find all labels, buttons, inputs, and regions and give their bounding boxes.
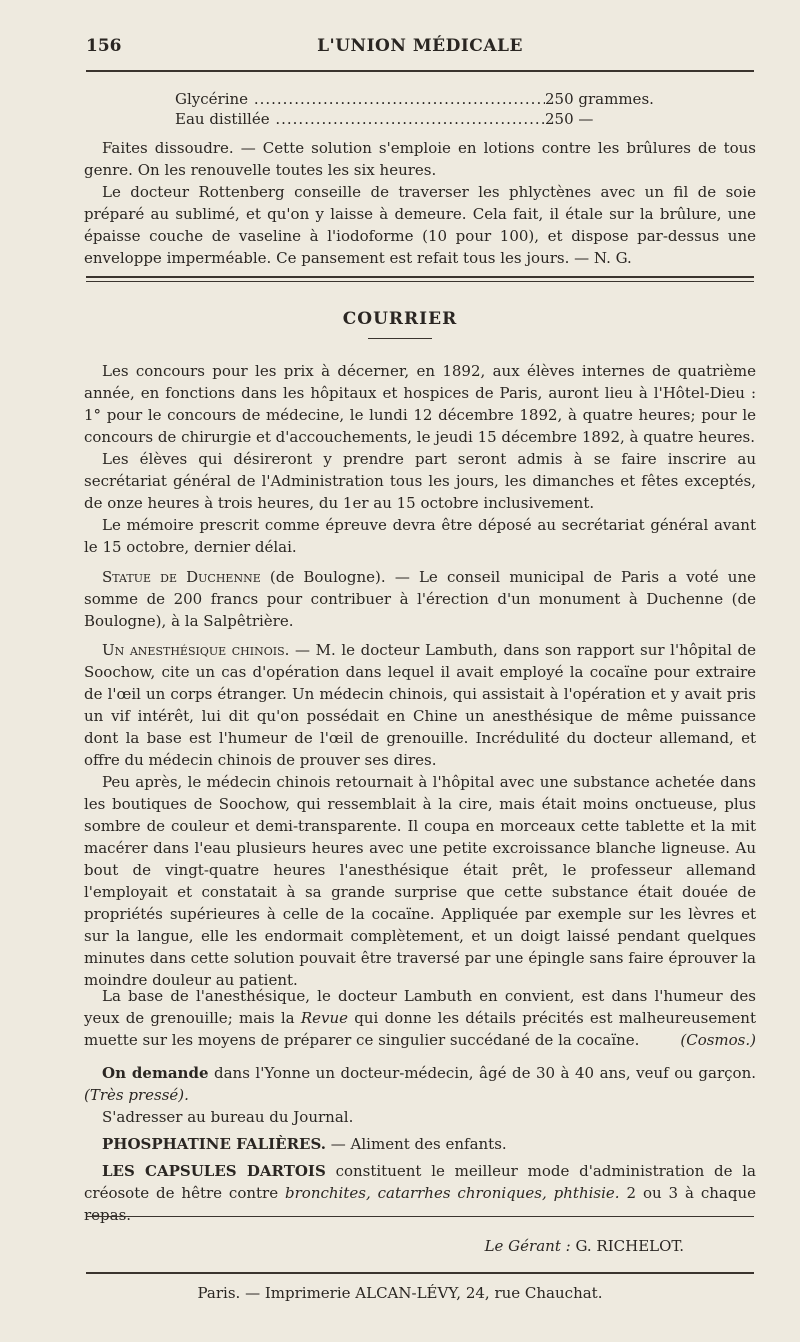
- section-rule-top: [86, 276, 754, 278]
- gerant-signature: [485, 1237, 684, 1255]
- heading-underline: [368, 338, 432, 339]
- courrier-paragraph-3: Le mémoire prescrit comme épreuve devra être déposé au secrétariat général avant le 15 octobre, dernier délai.: [84, 516, 756, 556]
- phosphatine-text: — Aliment des enfants.: [330, 1135, 507, 1153]
- statue-text: (de Boulogne). — Le conseil municipal de Paris a voté une somme de 200 francs pour contribuer à l'érection d'un monument à Duchenne (de Boulogne), à la Salpêtrière.: [84, 568, 756, 630]
- page-number: 156: [86, 36, 122, 56]
- anesthetic-text-b: qui donne les détails précités est malheureusement muette sur les moyens de préparer ce singulier succédané de la cocaïne.: [84, 1009, 756, 1049]
- phosphatine-lead: PHOSPHATINE FALIÈRES.: [102, 1135, 326, 1153]
- section-heading: COURRIER: [342, 309, 458, 329]
- formula-row: [175, 89, 675, 109]
- capsules-dose: 2 ou 3 à chaque repas.: [84, 1184, 756, 1224]
- formula-ingredient: Glycérine .....: [175, 89, 545, 109]
- formula-quantity: 250 grammes.: [545, 90, 654, 108]
- anesthetic-paragraph-2: Peu après, le médecin chinois retournait à l'hôpital avec une substance achetée dans les boutiques de Soochow, qui ressemblait à la cire, mais était moins onctueuse, plus sombre de couleur et demi-transparente. Il coupa en morceaux cette tablette et la mit macérer dans l'eau plusieurs heures avec une petite excroissance blanche ligneuse. Au bout de vingt-quatre heures l'anesthésique était prêt, le professeur allemand l'employait et constatait à sa grande surprise que cette substance était douée de propriétés supérieures à celle de la cocaïne. Appliquée par exemple sur les lèvres et sur la langue, elle les endormait complètement, et un doigt laissé pendant quelques minutes dans cette solution pouvait être traversé par une épingle sans faire éprouver la moindre douleur au patient.: [84, 773, 756, 989]
- capsules-text: constituent le meilleur mode d'administration de la créosote de hêtre contre: [84, 1162, 756, 1202]
- formula-quantity: 250 —: [545, 110, 594, 128]
- gerant-label: Le Gérant :: [484, 1237, 571, 1255]
- formula-row: [175, 109, 675, 129]
- demande-urgency: (Très pressé).: [84, 1086, 189, 1104]
- anesthetic-text-a: La base de l'anesthésique, le docteur Lambuth en convient, est dans l'humeur des yeux de grenouille; mais la: [84, 987, 756, 1027]
- footer-rule-1: [86, 1216, 754, 1217]
- anesthetic-paragraph-1: [84, 639, 756, 771]
- statue-paragraph: [84, 566, 756, 632]
- intro-paragraph-1: Faites dissoudre. — Cette solution s'emploie en lotions contre les brûlures de tous genre. On les renouvelle toutes les six heures.: [84, 139, 756, 179]
- phosphatine-notice: [84, 1133, 756, 1155]
- statue-heading: Statue de Duchenne: [102, 568, 261, 586]
- anesthetic-text: — M. le docteur Lambuth, dans son rapport sur l'hôpital de Soochow, cite un cas d'opération dans lequel il avait employé la cocaïne pour extraire de l'œil un corps étranger. Un médecin chinois, qui assistait à l'opération et y avait pris un vif intérêt, lui dit qu'on possédait en Chine un anesthésique de même puissance dont la base est l'humeur de l'œil de grenouille. Incrédulité du docteur allemand, et offre du médecin chinois de prouver ses dires.: [84, 641, 756, 769]
- capsules-indications: bronchites, catarrhes chroniques, phthisie.: [285, 1184, 620, 1202]
- demande-notice: [84, 1062, 756, 1106]
- anesthetic-paragraph-3: [84, 985, 756, 1051]
- capsules-lead: LES CAPSULES DARTOIS: [102, 1162, 326, 1180]
- gerant-name: G. RICHELOT.: [575, 1237, 684, 1255]
- printer-imprint: Paris. — Imprimerie ALCAN-LÉVY, 24, rue Chauchat.: [197, 1284, 603, 1302]
- demande-address: S'adresser au bureau du Journal.: [102, 1108, 354, 1126]
- formula-list: [175, 89, 675, 129]
- anesthetic-heading: Un anesthésique chinois.: [102, 641, 290, 659]
- intro-paragraph-2: Le docteur Rottenberg conseille de traverser les phlyctènes avec un fil de soie préparé au sublimé, et qu'on y laisse à demeure. Cela fait, il étale sur la brûlure, une épaisse couche de vaseline à l'iodoforme (10 pour 100), et dispose par-dessus une enveloppe imperméable. Ce pansement est refait tous les jours. — N. G.: [84, 183, 756, 267]
- revue-title: Revue: [300, 1009, 349, 1027]
- demande-lead: On demande: [102, 1064, 209, 1082]
- journal-title: L'UNION MÉDICALE: [317, 36, 523, 56]
- demande-text: dans l'Yonne un docteur-médecin, âgé de 30 à 40 ans, veuf ou garçon.: [214, 1064, 756, 1082]
- running-header: [86, 30, 754, 66]
- courrier-paragraph-2: Les élèves qui désireront y prendre part seront admis à se faire inscrire au secrétariat général de l'Administration tous les jours, les dimanches et fêtes exceptés, de onze heures à trois heures, du 1er au 15 octobre inclusivement.: [84, 450, 756, 512]
- section-rule-bottom: [86, 281, 754, 282]
- footer-rule-2: [86, 1272, 754, 1274]
- courrier-paragraph-1: Les concours pour les prix à décerner, en 1892, aux élèves internes de quatrième année, en fonctions dans les hôpitaux et hospices de Paris, auront lieu à l'Hôtel-Dieu : 1° pour le concours de médecine, le lundi 12 décembre 1892, à quatre heures; pour le concours de chirurgie et d'accouchements, le jeudi 15 décembre 1892, à quatre heures.: [84, 362, 756, 446]
- formula-ingredient: Eau distillée .....: [175, 109, 545, 129]
- source-citation: (Cosmos.): [680, 1031, 756, 1049]
- header-rule: [86, 70, 754, 72]
